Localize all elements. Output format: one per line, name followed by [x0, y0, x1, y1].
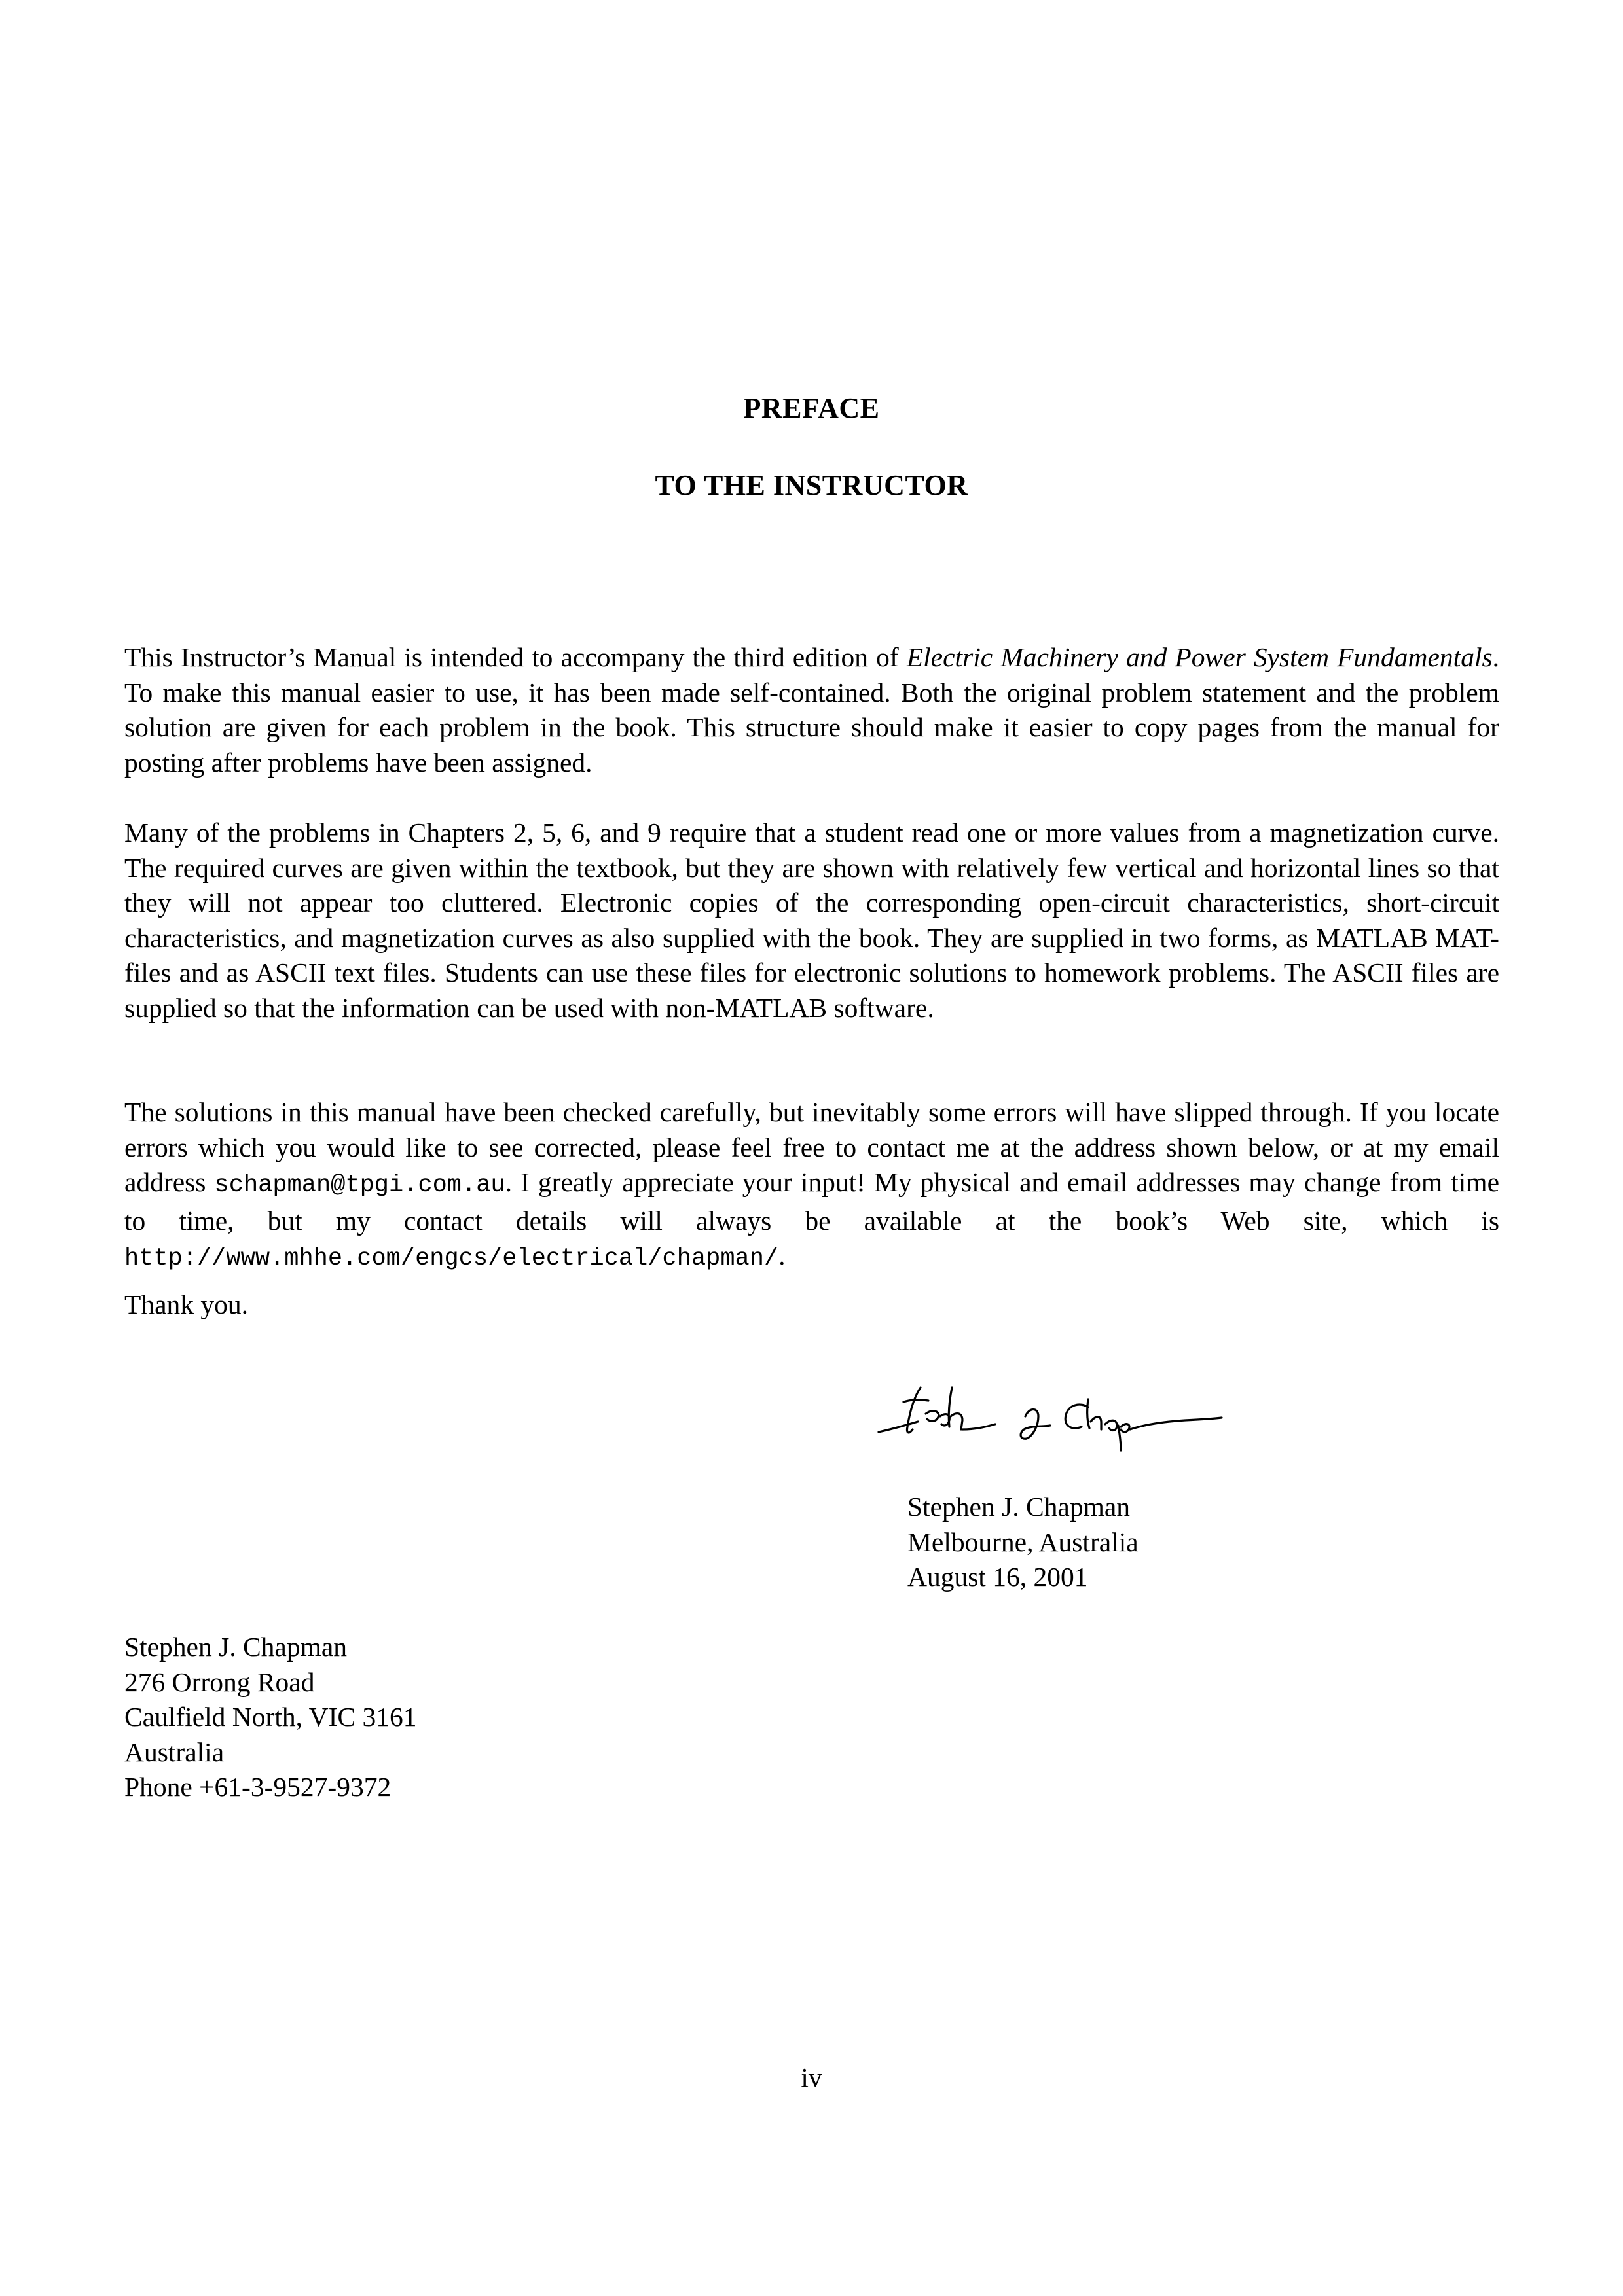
paragraph-contact-part-1: The solutions in this manual have been checked carefully, but inevitably some errors will have slipped through. If you locate errors which you would like to see corrected, please feel free to contact me at the address shown below, or at my email address [124, 1097, 1499, 1197]
address-name: Stephen J. Chapman [124, 1632, 348, 1662]
page-number: iv [801, 2062, 822, 2092]
email-link[interactable]: schapman@tpgi.com.au [214, 1172, 505, 1199]
closing-line: Thank you. [124, 1289, 249, 1319]
paragraph-magnetization: Many of the problems in Chapters 2, 5, 6, and 9 require that a student read one or more values from a magnetization curve. The required curves are given within the textbook, but they are shown with relatively few vertical and horizontal lines so that they will not appear too cluttered. Electronic copies of the corresponding open-circuit characteristics, short-circuit characteristics, and magnetization curves as also supplied with the book. They are supplied in two forms, as MATLAB MAT-files and as ASCII text files. Students can use these files for electronic solutions to homework problems. The ASCII files are supplied so that the information can be used with non-MATLAB software. [124, 817, 1499, 1023]
paragraph-contact [124, 1095, 1499, 1277]
address-phone: Phone +61-3-9527-9372 [124, 1772, 392, 1802]
signature-date: August 16, 2001 [907, 1562, 1088, 1592]
paragraph-intro-rest: . To make this manual easier to use, it has been made self-contained. Both the original problem statement and the problem solution are given for each problem in the book. This structure should make it easier to copy pages from the manual for posting after problems have been assigned. [124, 642, 1499, 778]
page-title: PREFACE [743, 392, 880, 424]
address-street: 276 Orrong Road [124, 1666, 315, 1697]
book-title: Electric Machinery and Power System Fundamentals [906, 642, 1493, 672]
paragraph-intro-text: This Instructor’s Manual is intended to accompany the third edition of [124, 642, 907, 672]
handwritten-signature [858, 1361, 1224, 1460]
paragraph-intro [124, 640, 1499, 780]
address-suburb: Caulfield North, VIC 3161 [124, 1702, 417, 1732]
page-subtitle: TO THE INSTRUCTOR [655, 469, 968, 501]
website-link[interactable]: http://www.mhhe.com/engcs/electrical/chapman/ [124, 1245, 779, 1272]
signer-city: Melbourne, Australia [907, 1526, 1139, 1557]
paragraph-contact-part-2: . I greatly appreciate your input! My physical and email addresses may change from time to time, but my contact details will always be available at the book’s Web site, which is [124, 1167, 1499, 1236]
paragraph-contact-part-3: . [778, 1240, 786, 1270]
signer-name: Stephen J. Chapman [907, 1492, 1131, 1522]
mailing-address [124, 1630, 416, 1805]
signature-block [907, 1490, 1139, 1595]
address-country: Australia [124, 1736, 225, 1767]
